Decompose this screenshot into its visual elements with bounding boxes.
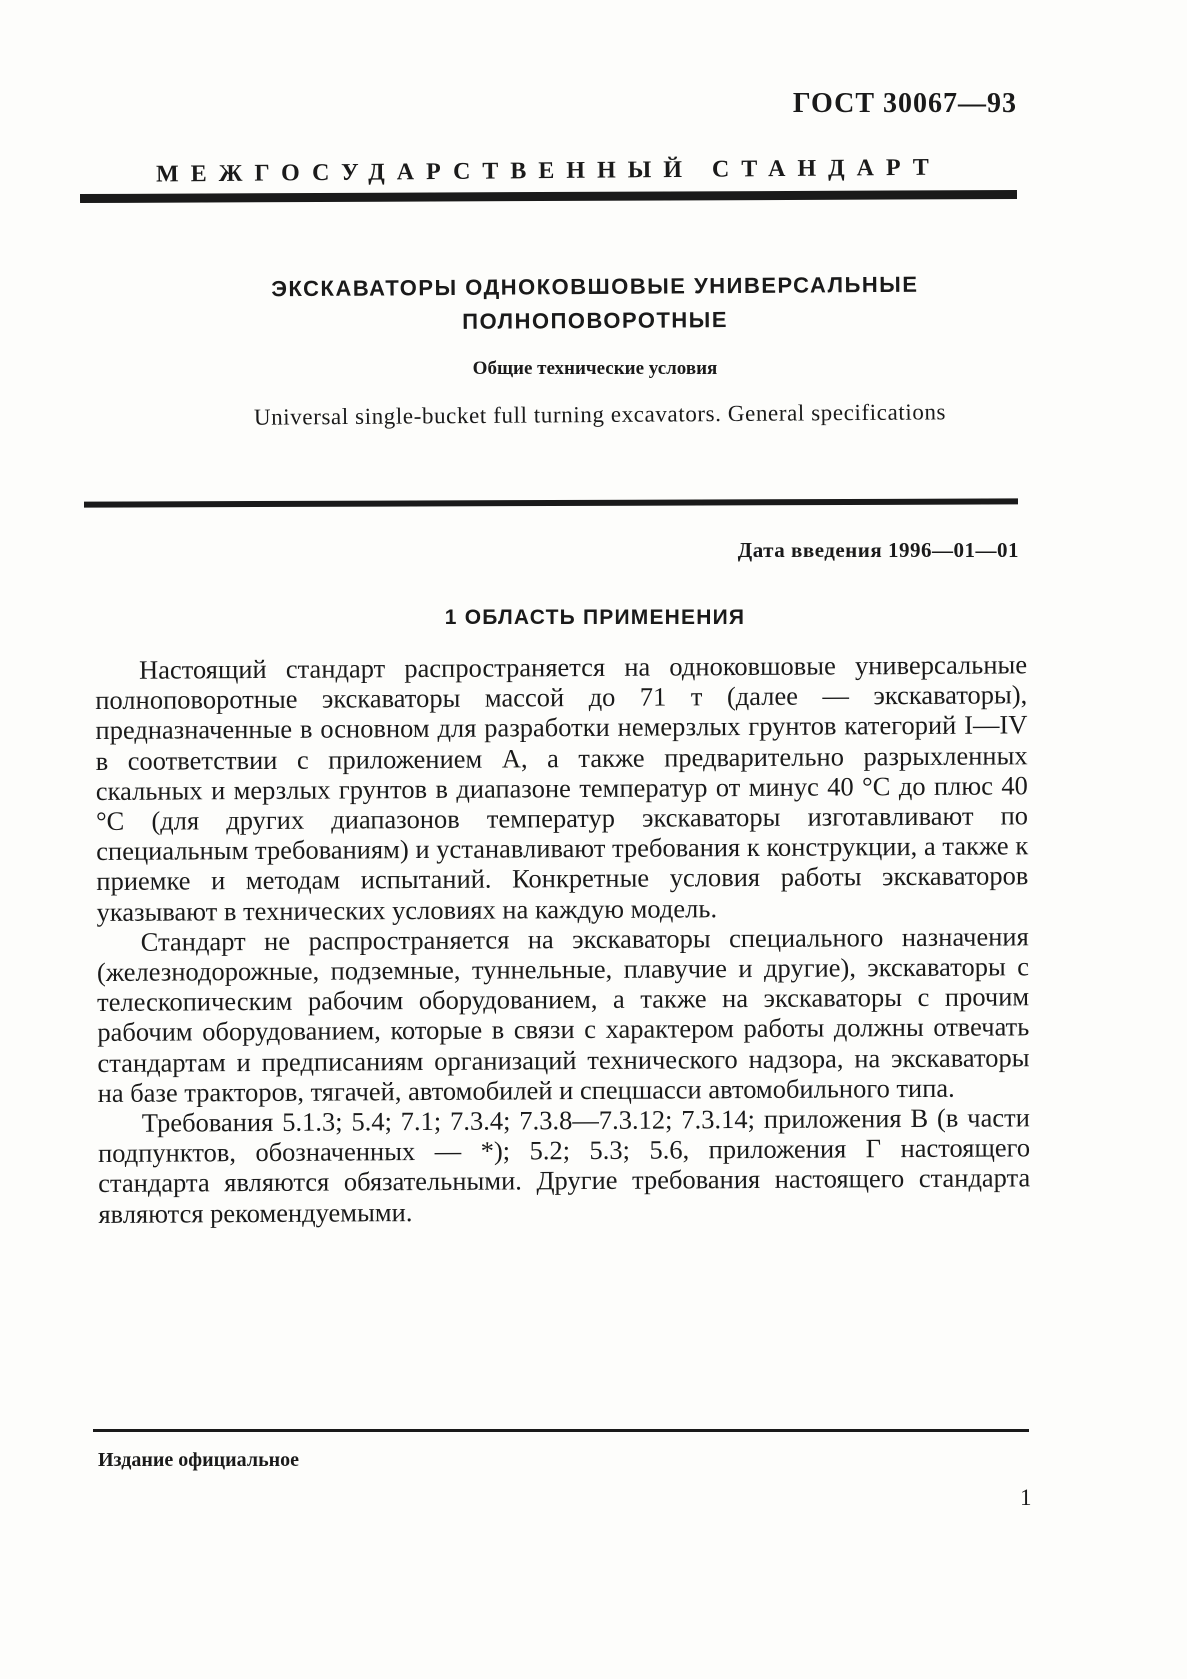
english-title: Universal single-bucket full turning excavators. General specifications (253, 399, 947, 430)
section-heading: 1 ОБЛАСТЬ ПРИМЕНЕНИЯ (444, 606, 746, 629)
introduction-date: Дата введения 1996—01—01 (737, 538, 1019, 562)
page-number: 1 (1020, 1485, 1032, 1510)
paragraph: Стандарт не распространяется на экскаваторы специального назначения (железнодорожные, подземные, туннельные, плавучие и другие), экскаваторы с телескопическим рабочим оборудованием, а также на экскаваторы с прочим рабочим оборудованием, которые в связи с характером работы должны отвечать стандартам и предписаниям организаций технического надзора, на экскаваторы на базе тракторов, тягачей, автомобилей и спецшасси автомобильного типа. (96, 921, 1030, 1108)
edition-note: Издание официальное (98, 1449, 300, 1471)
paragraph: Настоящий стандарт распространяется на одноковшовые универсальные полноповоротные экскаваторы массой до 71 т (далее — экскаваторы), предназначенные в основном для разработки немерзлых грунтов категорий I—IV в соответствии с приложением А, а также предварительно разрыхленных скальных и мерзлых грунтов в диапазоне температур от минус 40 °С до плюс 40 °С (для других диапазонов температур экскаваторы изготавливают по специальным требованиям) и устанавливают требования к конструкции, а также к приемке и методам испытаний. Конкретные условия работы экскаваторов указывают в технических условиях на каждую модель. (95, 649, 1029, 927)
title-line-2: ПОЛНОПОВОРОТНЫЕ (462, 307, 729, 334)
document-title (120, 267, 1070, 342)
footer-rule (93, 1429, 1029, 1432)
gost-number: ГОСТ 30067—93 (792, 88, 1017, 119)
title-line-1: ЭКСКАВАТОРЫ ОДНОКОВШОВЫЕ УНИВЕРСАЛЬНЫЕ (271, 271, 919, 302)
standard-type-heading: МЕЖГОСУДАРСТВЕННЫЙ СТАНДАРТ (155, 154, 942, 188)
top-rule (80, 190, 1017, 203)
section-body (95, 649, 1030, 1229)
paragraph: Требования 5.1.3; 5.4; 7.1; 7.3.4; 7.3.8—7.3.12; 7.3.14; приложения В (в части подпунктов, обозначенных — *); 5.2; 5.3; 5.6, приложения Г настоящего стандарта являются обязательными. Другие требования настоящего стандарта являются рекомендуемыми. (97, 1102, 1031, 1229)
document-subtitle: Общие технические условия (472, 358, 718, 379)
middle-rule (84, 498, 1018, 507)
